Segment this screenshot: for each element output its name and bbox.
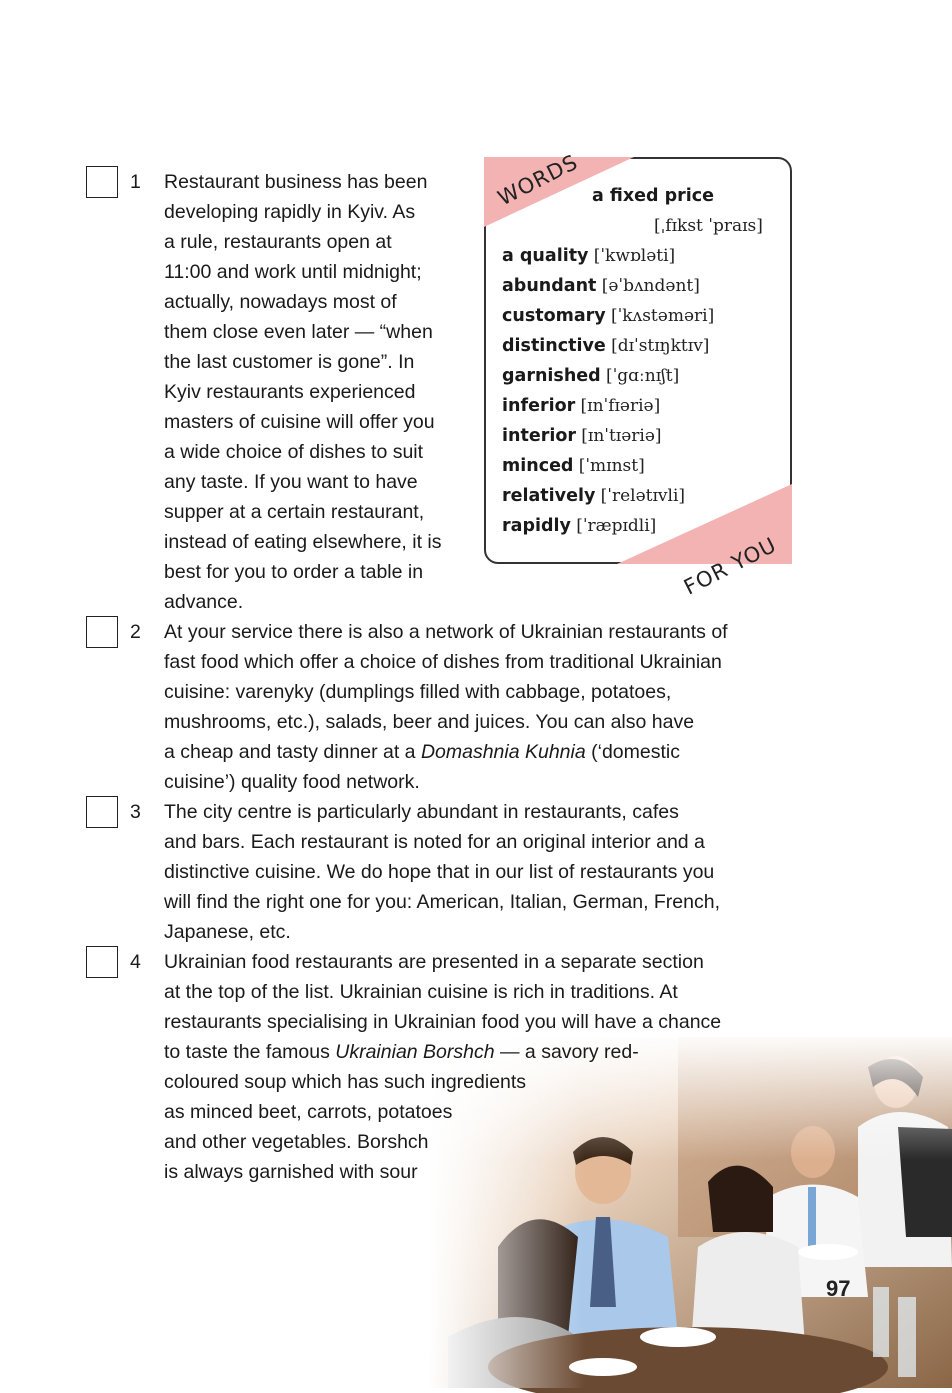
italic-name: Domashnia Kuhnia [420,741,586,763]
head-transcription [654,211,763,241]
section-number-3: 3 [130,801,141,823]
text-segment: — a savory red- [494,1041,639,1063]
vocab-transcription: [ˈræpɪdli] [576,516,657,536]
section-number-4: 4 [130,951,141,973]
vocab-entry [502,391,660,421]
vocab-word: interior [502,426,576,446]
words-label: WORDS [494,149,582,211]
vocab-transcription: [əˈbʌndənt] [601,276,700,296]
text-segment: to taste the famous [164,1041,336,1063]
vocab-word: garnished [502,366,601,386]
section-1-line: the last customer is gone”. In [164,351,415,373]
section-3-line: Japanese, etc. [164,921,291,943]
italic-name: Ukrainian Borshch [335,1041,495,1063]
section-2-line: fast food which offer a choice of dishes from traditional Ukrainian [164,651,722,673]
vocab-word: relatively [502,486,596,506]
section-1-line: Restaurant business has been [164,171,428,193]
vocab-transcription: [ˈkwɒləti] [593,246,676,266]
vocab-entry [502,451,645,481]
section-4-line: as minced beet, carrots, potatoes [164,1101,453,1123]
vocab-entry [502,361,679,391]
section-1-line: actually, nowadays most of [164,291,397,313]
vocab-entry [502,241,675,271]
page-number: 97 [826,1276,851,1301]
section-1-line: advance. [164,591,244,613]
vocab-transcription: [ɪnˈfɪəriə] [580,396,661,416]
for-you-label: FOR YOU [679,532,780,600]
section-number-2: 2 [130,621,141,643]
section-3-line: and bars. Each restaurant is noted for an original interior and a [164,831,705,853]
section-4-text [164,947,721,1187]
section-4-line: restaurants specialising in Ukrainian food you will have a chance [164,1011,722,1033]
section-1-line: them close even later — “when [164,321,433,343]
vocab-entry [502,481,685,511]
section-1-line: Kyiv restaurants experienced [164,381,416,403]
vocab-entry [502,421,662,451]
section-4-line [164,1037,721,1067]
vocab-entry [502,271,700,301]
section-4-line: and other vegetables. Borshch [164,1131,429,1153]
section-1-text [164,167,442,617]
section-1-line: supper at a certain restaurant, [164,501,425,523]
section-2-line: At your service there is also a network of Ukrainian restaurants of [164,621,728,643]
section-3-line: distinctive cuisine. We do hope that in our list of restaurants you [164,861,715,883]
vocab-transcription: [dɪˈstɪŋktɪv] [611,336,710,356]
section-1-line: a rule, restaurants open at [164,231,392,253]
section-number-1: 1 [130,171,141,193]
section-2-line: cuisine’) quality food network. [164,771,420,793]
checkbox-2[interactable] [86,616,118,648]
section-2-line: mushrooms, etc.), salads, beer and juices. You can also have [164,711,695,733]
headword-text: a fixed price [592,186,715,206]
words-for-you-box [484,149,792,600]
vocab-word: customary [502,306,606,326]
section-1-line: any taste. If you want to have [164,471,418,493]
vocab-entry [502,301,714,331]
vocab-word: minced [502,456,574,476]
checkbox-1[interactable] [86,166,118,198]
section-4-line: is always garnished with sour [164,1161,418,1183]
section-2-text [164,617,728,797]
vocab-transcription: [ˈrelətɪvli] [600,486,686,506]
head-transcription-text: [ˌfɪkst ˈpraɪs] [654,216,763,236]
section-3-line: The city centre is particularly abundant in restaurants, cafes [164,801,679,823]
vocab-word: inferior [502,396,576,416]
vocab-transcription: [ɪnˈtɪəriə] [581,426,662,446]
vocab-transcription: [ˈmɪnst] [578,456,645,476]
checkbox-4[interactable] [86,946,118,978]
text-segment: a cheap and tasty dinner at a [164,741,421,763]
checkbox-3[interactable] [86,796,118,828]
vocab-transcription: [ˈgɑːnɪʃt] [605,366,680,386]
section-2-line: cuisine: varenyky (dumplings filled with cabbage, potatoes, [164,681,672,703]
section-1-line: a wide choice of dishes to suit [164,441,424,463]
vocab-word: rapidly [502,516,571,536]
section-1-line: developing rapidly in Kyiv. As [164,201,416,223]
vocab-entry [502,331,709,361]
section-3-text [164,797,720,947]
vocab-transcription: [ˈkʌstəməri] [611,306,715,326]
section-3-line: will find the right one for you: American, Italian, German, French, [164,891,721,913]
section-4-line: at the top of the list. Ukrainian cuisine is rich in traditions. At [164,981,678,1003]
section-1-line: best for you to order a table in [164,561,424,583]
vocab-entry [502,511,656,541]
section-4-line: Ukrainian food restaurants are presented in a separate section [164,951,704,973]
headword [592,181,714,211]
section-2-line [164,737,728,767]
vocab-word: a quality [502,246,589,266]
section-1-line: instead of eating elsewhere, it is [164,531,442,553]
section-4-line: coloured soup which has such ingredients [164,1071,527,1093]
section-1-line: masters of cuisine will offer you [164,411,435,433]
text-segment: (‘domestic [585,741,680,763]
vocab-word: abundant [502,276,597,296]
section-1-line: 11:00 and work until midnight; [164,261,422,283]
vocab-word: distinctive [502,336,606,356]
